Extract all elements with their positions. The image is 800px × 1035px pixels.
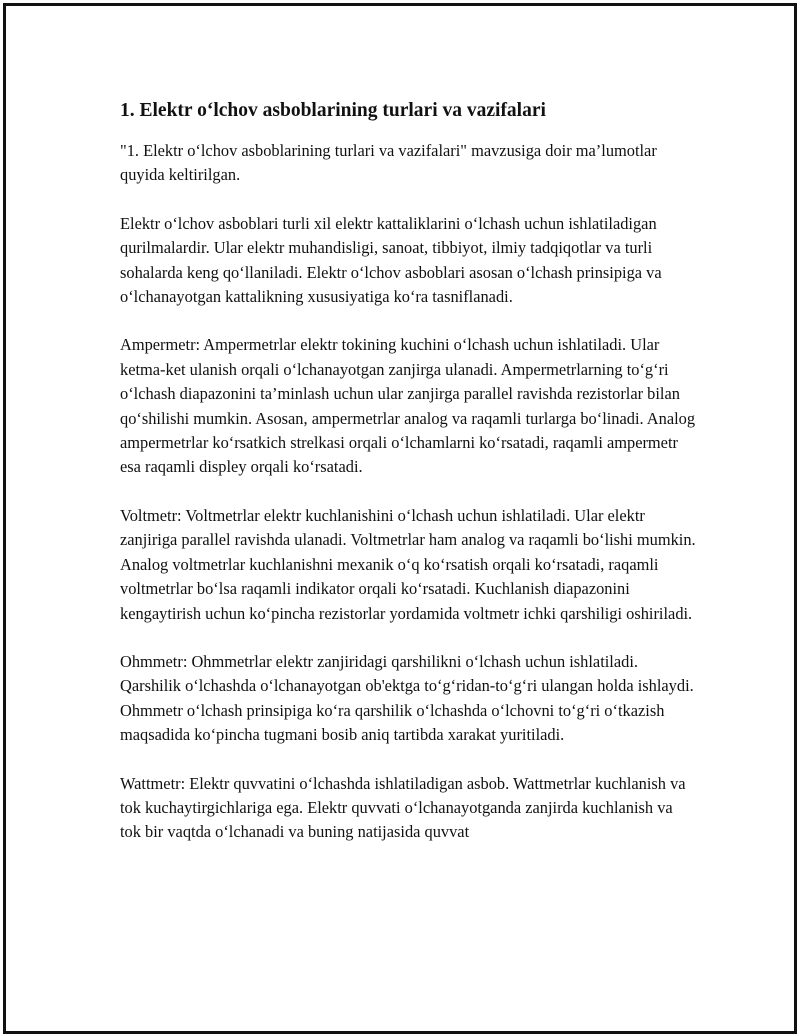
overview-paragraph: Elektr o‘lchov asboblari turli xil elektr kattaliklarini o‘lchash uchun ishlatiladigan qurilmalardir. Ular elektr muhandisligi, sanoat, tibbiyot, ilmiy tadqiqotlar va turli sohalarda keng qo‘llaniladi. Elektr o‘lchov asboblari asosan o‘lchash prinsipiga va o‘lchanayotgan kattalikning xususiyatiga ko‘ra tasniflanadi. — [120, 213, 662, 307]
document-content — [120, 97, 696, 869]
wattmeter-paragraph: Wattmetr: Elektr quvvatini o‘lchashda ishlatiladigan asbob. Wattmetrlar kuchlanish va tok kuchaytirgichlariga ega. Elektr quvvati o‘lchanayotganda zanjirda kuchlanish va tok bir vaqtda o‘lchanadi va buning natijasida quvvat — [120, 773, 686, 842]
document-page — [3, 3, 797, 1034]
voltmeter-paragraph: Voltmetr: Voltmetrlar elektr kuchlanishini o‘lchash uchun ishlatiladi. Ular elektr zanjiriga parallel ravishda ulanadi. Voltmetrlar ham analog va raqamli bo‘lishi mumkin. Analog voltmetrlar kuchlanishni mexanik o‘q ko‘rsatish orqali ko‘rsatadi, raqamli voltmetrlar bo‘lsa raqamli indikator orqali ko‘rsatadi. Kuchlanish diapazonini kengaytirish uchun ko‘pincha rezistorlar yordamida voltmetr ichki qarshiligi oshiriladi. — [120, 505, 696, 623]
ammeter-paragraph: Ampermetr: Ampermetrlar elektr tokining kuchini o‘lchash uchun ishlatiladi. Ular ketma-ket ulanish orqali o‘lchanayotgan zanjirga ulanadi. Ampermetrlarning to‘g‘ri o‘lchash diapazonini ta’minlash uchun ular zanjirga parallel ravishda rezistorlar bilan qo‘shilishi mumkin. Asosan, ampermetrlar analog va raqamli turlarga bo‘linadi. Analog ampermetrlar ko‘rsatkich strelkasi orqali o‘lchamlarni ko‘rsatadi, raqamli ampermetr esa raqamli displey orqali ko‘rsatadi. — [120, 335, 696, 477]
intro-paragraph: "1. Elektr o‘lchov asboblarining turlari va vazifalari" mavzusiga doir ma’lumotlar quyida keltirilgan. — [120, 141, 657, 185]
ohmmeter-paragraph: Ohmmetr: Ohmmetrlar elektr zanjiridagi qarshilikni o‘lchash uchun ishlatiladi. Qarshilik o‘lchashda o‘lchanayotgan ob'ektga to‘g‘ridan-to‘g‘ri ulangan holda ishlaydi. Ohmmetr o‘lchash prinsipiga ko‘ra qarshilik o‘lchashda o‘lchovni to‘g‘ri o‘tkazish maqsadida ko‘pincha tugmani bosib aniq tartibda xarakat yuritiladi. — [120, 651, 694, 745]
document-title: 1. Elektr o‘lchov asboblarining turlari va vazifalari — [120, 100, 546, 121]
